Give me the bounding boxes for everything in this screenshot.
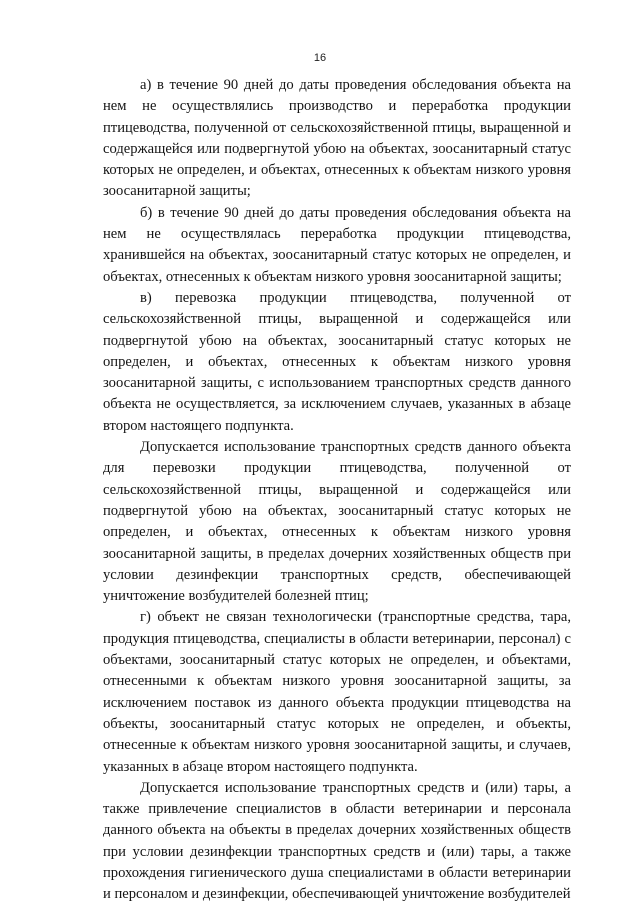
document-body <box>103 75 571 906</box>
paragraph-a: а) в течение 90 дней до даты проведения обследования объекта на нем не осуществлялись производство и переработка продукции птицеводства, полученной от сельскохозяйственной птицы, выращенной и содержащейся или подвергнутой убою на объектах, зоосанитарный статус которых не определен, и объектах, отнесенных к объектам низкого уровня зоосанитарной защиты; <box>103 77 571 200</box>
paragraph-v: в) перевозка продукции птицеводства, полученной от сельскохозяйственной птицы, выращенной и содержащейся или подвергнутой убою на объектах, зоосанитарный статус которых не определен, и объектах, отнесенных к объектам низкого уровня зоосанитарной защиты, с использованием транспортных средств данного объекта не осуществляется, за исключением случаев, указанных в абзаце втором настоящего подпункта. <box>103 289 571 434</box>
paragraph-b: б) в течение 90 дней до даты проведения обследования объекта на нем не осуществлялась переработка продукции птицеводства, хранившейся на объектах, зоосанитарный статус которых не определен, и объектах, отнесенных к объектам низкого уровня зоосанитарной защиты; <box>103 204 571 285</box>
paragraph-g: г) объект не связан технологически (транспортные средства, тара, продукция птицеводства, специалисты в области ветеринарии, персонал) с объектами, зоосанитарный статус которых не определен, и объектами, отнесенными к объектам низкого уровня зоосанитарной защиты, за исключением поставок из данного объекта продукции птицеводства на объекты, зоосанитарный статус которых не определен, и объекты, отнесенные к объектам низкого уровня зоосанитарной защиты, и случаев, указанных в абзаце втором настоящего подпункта. <box>103 609 571 775</box>
paragraph-v-exception: Допускается использование транспортных средств данного объекта для перевозки продукции птицеводства, полученной от сельскохозяйственной птицы, выращенной и содержащейся или подвергнутой убою на объектах, зоосанитарный статус которых не определен, и объектах, отнесенных к объектам низкого уровня зоосанитарной защиты, в пределах дочерних хозяйственных обществ при условии дезинфекции транспортных средств, обеспечивающей уничтожение возбудителей болезней птиц; <box>103 439 571 605</box>
paragraph-g-exception: Допускается использование транспортных средств и (или) тары, а также привлечение специалистов в области ветеринарии и персонала данного объекта на объекты в пределах дочерних хозяйственных обществ при условии дезинфекции транспортных средств и (или) тары, а также прохождения гигиенического душа специалистами в области ветеринарии и персоналом и дезинфекции, обеспечивающей уничтожение возбудителей <box>103 779 571 903</box>
page-number: 16 <box>313 52 327 64</box>
